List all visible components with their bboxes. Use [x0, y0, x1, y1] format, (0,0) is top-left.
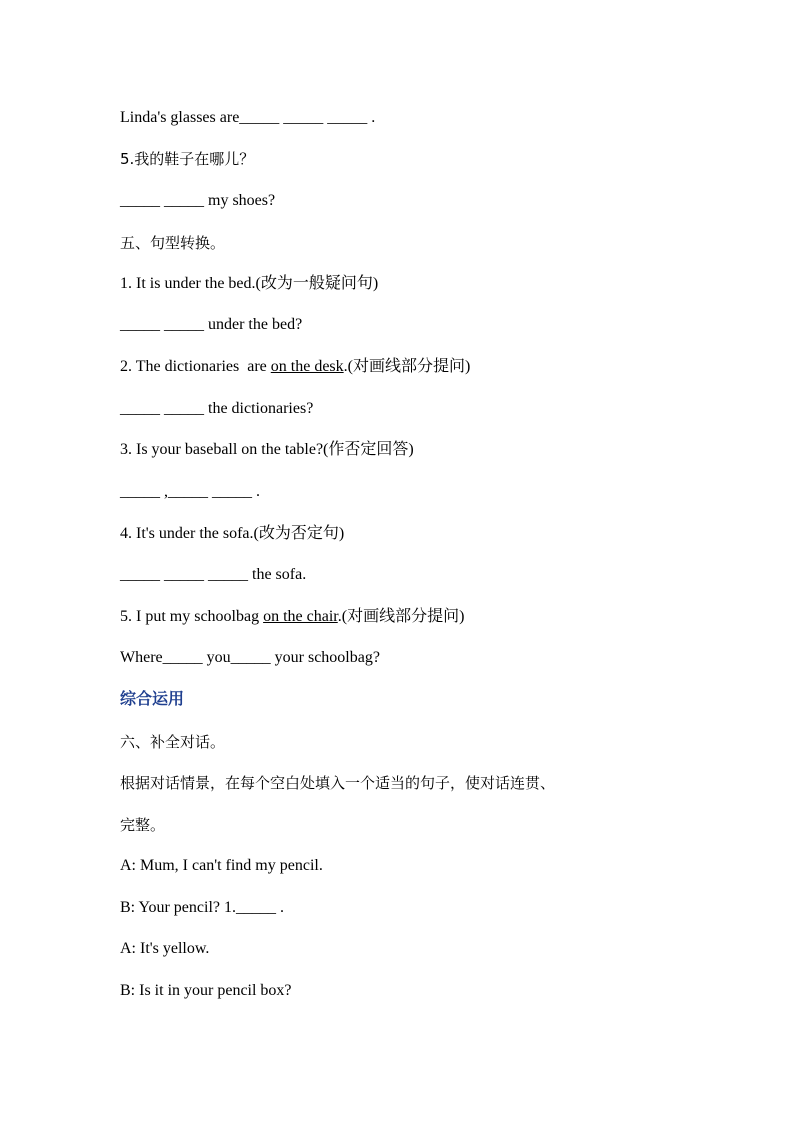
instruction-text: 完整。	[120, 816, 166, 834]
answer-line: Where_____ you_____ your schoolbag?	[120, 649, 380, 666]
question-instruction: .(对画线部分提问)	[343, 358, 471, 375]
answer-line: _____ ,_____ _____ .	[120, 483, 260, 500]
question-text: 2. The dictionaries are	[120, 358, 271, 375]
dialogue-line: B: Is it in your pencil box?	[120, 982, 292, 999]
question-line: 3. Is your baseball on the table?(作否定回答)	[120, 441, 414, 458]
dialogue-line: A: Mum, I can't find my pencil.	[120, 857, 323, 874]
question-heading: 5.我的鞋子在哪儿？	[120, 150, 255, 168]
instruction-text: 根据对话情景，在每个空白处填入一个适当的句子，使对话连贯、	[120, 774, 556, 792]
section-title: 六、补全对话。	[120, 733, 226, 751]
text-line: Linda's glasses are_____ _____ _____ .	[120, 109, 376, 126]
underlined-phrase: on the chair	[263, 608, 338, 625]
question-line: 4. It's under the sofa.(改为否定句)	[120, 525, 345, 542]
answer-line: _____ _____ _____ the sofa.	[120, 566, 307, 583]
dialogue-line: B: Your pencil? 1._____ .	[120, 899, 284, 916]
question-line: 1. It is under the bed.(改为一般疑问句)	[120, 275, 379, 292]
section-heading: 综合运用	[120, 689, 185, 708]
answer-line: _____ _____ the dictionaries?	[120, 400, 314, 417]
answer-line: _____ _____ under the bed?	[120, 316, 303, 333]
text-line: _____ _____ my shoes?	[120, 192, 276, 209]
question-line	[120, 607, 464, 627]
question-line	[120, 357, 470, 377]
section-title: 五、句型转换。	[120, 234, 226, 252]
dialogue-line: A: It's yellow.	[120, 940, 210, 957]
question-instruction: .(对画线部分提问)	[337, 608, 465, 625]
underlined-phrase: on the desk	[270, 358, 344, 375]
question-text: 5. I put my schoolbag	[120, 608, 264, 625]
